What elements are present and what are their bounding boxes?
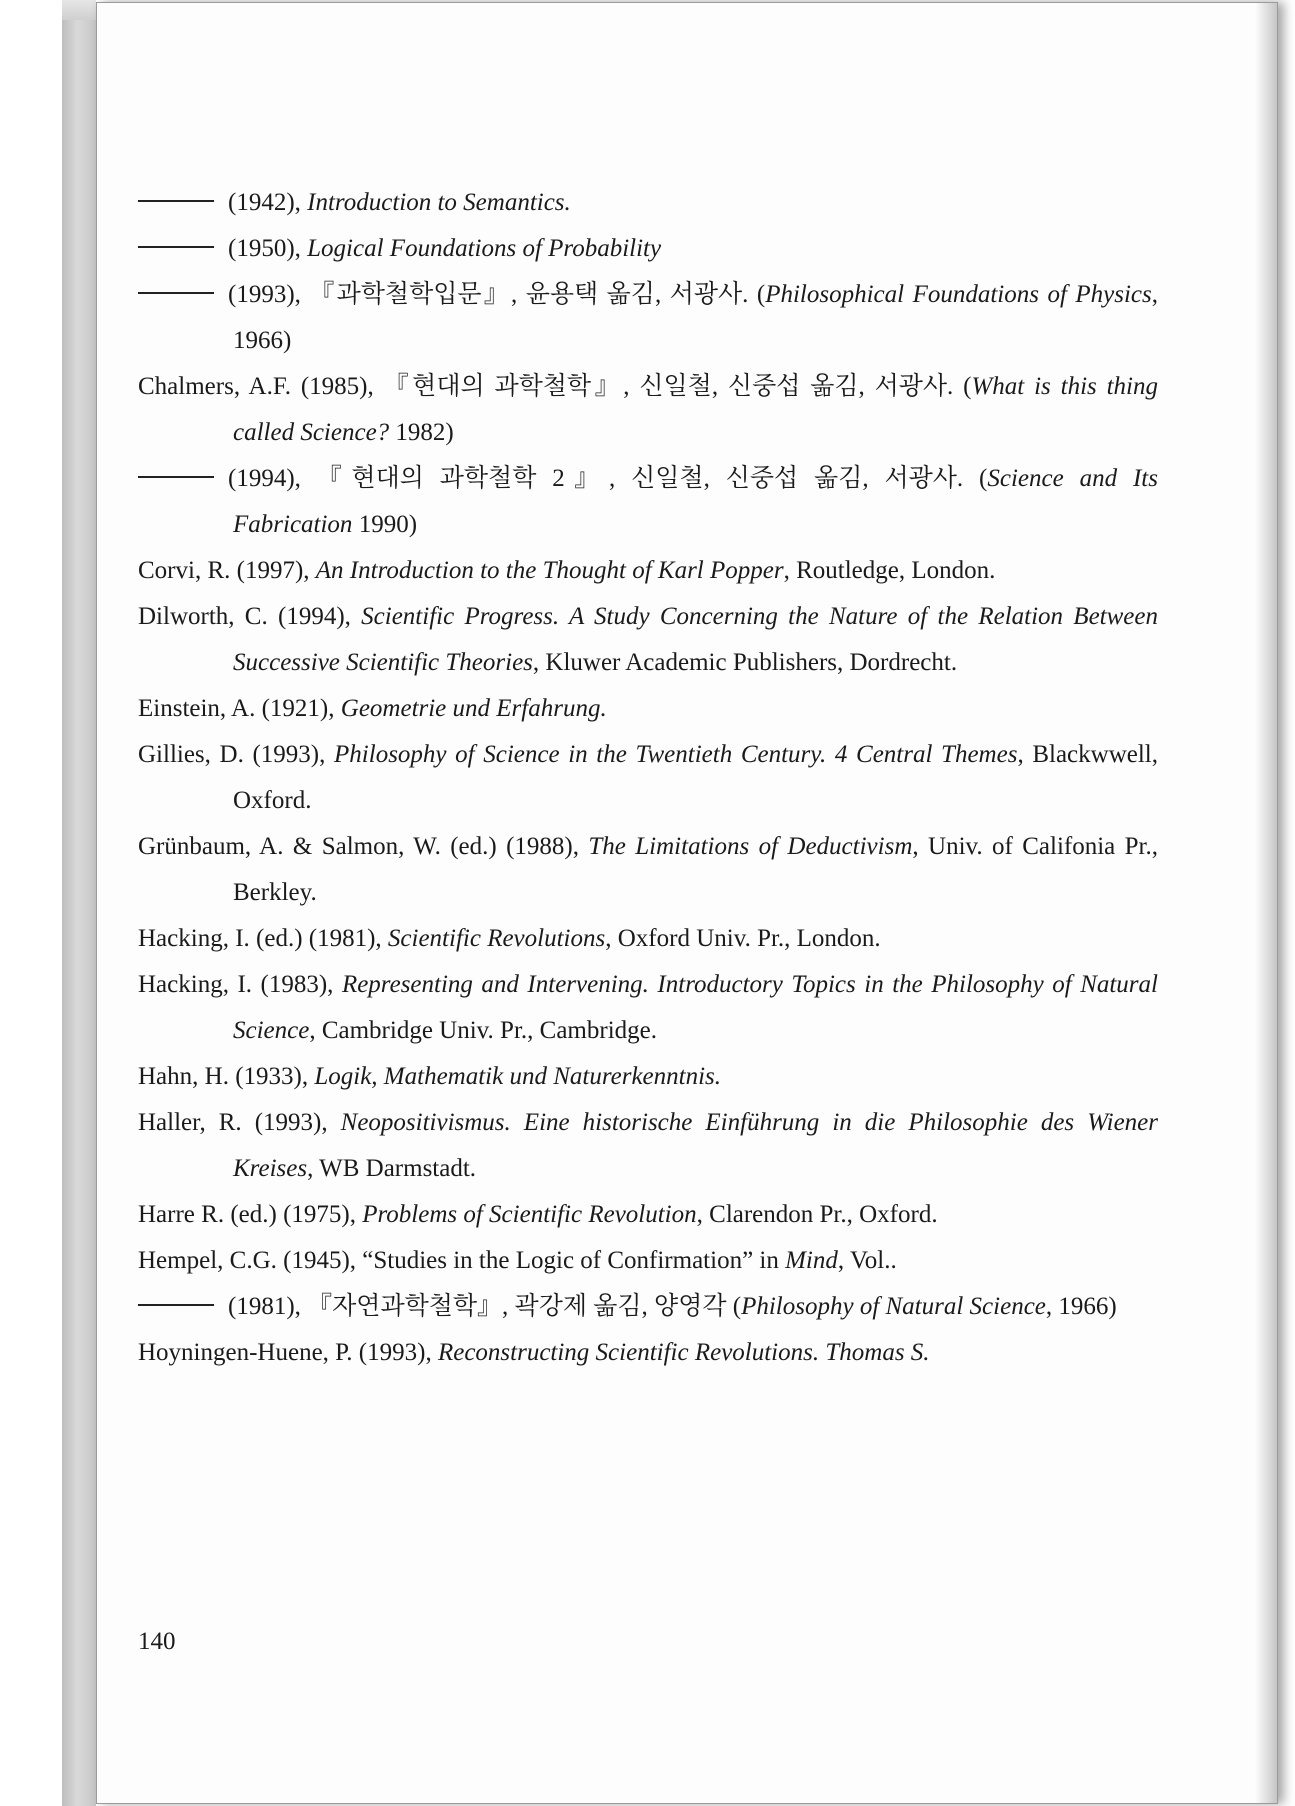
book-spine-top [62,0,96,20]
reference-text: (1981), 『자연과학철학』, 곽강제 옮김, 양영각 ( [228,1293,742,1320]
reference-entry [138,686,1158,732]
reference-entry [138,1238,1158,1284]
reference-title: Philosophical Foundations of Physics [765,281,1152,308]
reference-text: , Routledge, London. [783,557,996,584]
reference-text: 1982) [389,419,454,446]
reference-entry [138,916,1158,962]
reference-text: Grünbaum, A. & Salmon, W. (ed.) (1988), [138,833,589,860]
reference-title: Logical Foundations of Probability [307,235,662,262]
reference-text: Hacking, I. (ed.) (1981), [138,925,388,952]
reference-title: Mind [785,1247,838,1274]
reference-title: Introduction to Semantics. [307,189,571,216]
reference-text: , 1966) [233,281,1158,354]
reference-text: , WB Darmstadt. [307,1155,477,1182]
reference-title: Scientific Revolutions [387,925,606,952]
reference-text: (1950), [228,235,308,262]
reference-entry [138,548,1158,594]
reference-entry [138,732,1158,824]
reference-title: Logik, Mathematik und Naturerkenntnis. [314,1063,722,1090]
reference-entry [138,226,1158,272]
same-author-dash [138,246,214,248]
page-number: 140 [138,1628,176,1655]
same-author-dash [138,292,214,294]
reference-entry [138,1100,1158,1192]
reference-entry [138,1192,1158,1238]
same-author-dash [138,200,214,202]
reference-title: The Limitations of Deductivism [588,833,913,860]
reference-text: (1942), [228,189,308,216]
reference-entry [138,594,1158,686]
same-author-dash [138,476,214,478]
reference-text: (1994), 『현대의 과학철학 2』, 신일철, 신중섭 옮김, 서광사. ( [228,465,988,492]
reference-entry [138,824,1158,916]
reference-text: Dilworth, C. (1994), [138,603,362,630]
reference-text: Hempel, C.G. (1945), “Studies in the Logic of Confirmation” in [138,1247,786,1274]
reference-text: (1993), 『과학철학입문』, 윤용택 옮김, 서광사. ( [228,281,766,308]
reference-entry [138,962,1158,1054]
reference-title: Science and Its Fabrication [233,465,1158,538]
reference-text: , Cambridge Univ. Pr., Cambridge. [309,1017,657,1044]
reference-text: , Oxford Univ. Pr., London. [605,925,881,952]
reference-title: Neopositivismus. Eine historische Einführung in die Philosophie des Wiener Kreises [233,1109,1159,1182]
page-edge-shadow [1255,3,1277,1803]
reference-text: , Univ. of Califonia Pr., Berkley. [233,833,1158,906]
book-spine [62,0,96,1806]
reference-text: , Clarendon Pr., Oxford. [696,1201,938,1228]
reference-entry [138,456,1158,548]
reference-text: Hahn, H. (1933), [138,1063,315,1090]
reference-text: Hoyningen-Huene, P. (1993), [138,1339,438,1366]
reference-entry [138,1330,1158,1376]
reference-text: Gillies, D. (1993), [138,741,335,768]
reference-text: , 1966) [1045,1293,1117,1320]
reference-text: , Kluwer Academic Publishers, Dordrecht. [532,649,958,676]
reference-text: Corvi, R. (1997), [138,557,316,584]
reference-text: Chalmers, A.F. (1985), 『현대의 과학철학』, 신일철, 신중섭 옮김, 서광사. ( [138,373,972,400]
reference-text: Harre R. (ed.) (1975), [138,1201,363,1228]
reference-title: Problems of Scientific Revolution [362,1201,697,1228]
reference-entry [138,180,1158,226]
reference-entry [138,1054,1158,1100]
reference-text: Einstein, A. (1921), [138,695,341,722]
reference-text: Hacking, I. (1983), [138,971,342,998]
reference-text: Haller, R. (1993), [138,1109,341,1136]
reference-title: What is this thing called Science? [233,373,1158,446]
reference-text: , Blackwwell, Oxford. [233,741,1158,814]
reference-title: Reconstructing Scientific Revolutions. Thomas S. [437,1339,930,1366]
reference-title: An Introduction to the Thought of Karl Popper [315,557,784,584]
reference-text: 1990) [352,511,418,538]
reference-entry [138,364,1158,456]
reference-title: Philosophy of Natural Science [741,1293,1046,1320]
reference-title: Representing and Intervening. Introductory Topics in the Philosophy of Natural Science [233,971,1158,1044]
reference-text: , Vol.. [837,1247,897,1274]
reference-title: Geometrie und Erfahrung. [340,695,607,722]
bibliography-list [138,180,1158,1376]
reference-entry [138,272,1158,364]
reference-title: Philosophy of Science in the Twentieth Century. 4 Central Themes [334,741,1018,768]
same-author-dash [138,1304,214,1306]
reference-entry [138,1284,1158,1330]
reference-title: Scientific Progress. A Study Concerning the Nature of the Relation Between Successive Scientific Theories [233,603,1158,676]
